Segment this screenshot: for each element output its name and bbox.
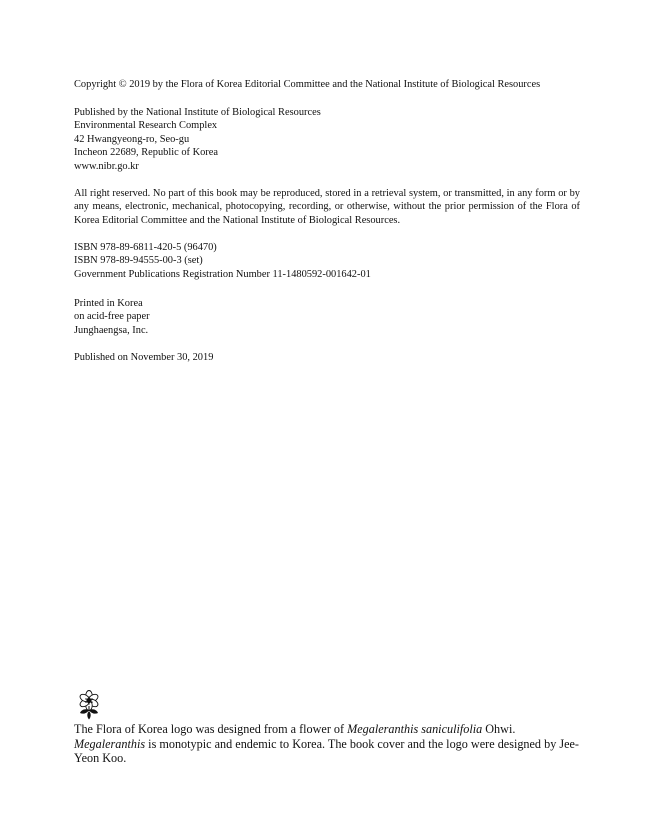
publisher-website: www.nibr.go.kr <box>74 160 139 172</box>
printer-line: Junghaengsa, Inc. <box>74 324 149 336</box>
logo-note-text: is monotypic and endemic to Korea. The book cover and the logo were designed by Jee-Yeon Koo. <box>74 736 579 766</box>
copyright-line: Copyright © 2019 by the Flora of Korea Editorial Committee and the National Institute of Biological Resources <box>74 79 541 90</box>
printed-in-line: Printed in Korea <box>74 298 143 309</box>
publication-date-block <box>74 351 580 364</box>
genus-name: Megaleranthis <box>74 736 146 751</box>
publisher-block <box>74 106 580 173</box>
registration-number-line: Government Publications Registration Number 11-1480592-001642-01 <box>74 268 371 280</box>
logo-description <box>74 722 579 766</box>
flower-logo-icon <box>74 689 104 721</box>
printing-block <box>74 297 580 337</box>
rights-text: All right reserved. No part of this book may be reproduced, stored in a retrieval system, or transmitted, in any form or by any means, electronic, mechanical, photocopying, recording, or otherwise, without the prior permission of the Flora of Korea Editorial Committee and the National Institute of Biological Resources. <box>74 188 580 226</box>
publisher-address-line: Environmental Research Complex <box>74 120 218 132</box>
publisher-address-line: 42 Hwangyeong-ro, Seo-gu <box>74 133 190 145</box>
paper-line: on acid-free paper <box>74 311 150 323</box>
copyright-notice <box>74 78 580 91</box>
publication-date: Published on November 30, 2019 <box>74 352 214 363</box>
isbn-set-line: ISBN 978-89-94555-00-3 (set) <box>74 255 203 267</box>
logo-note-text: The Flora of Korea logo was designed from a flower of <box>74 722 348 736</box>
rights-notice <box>74 187 580 227</box>
species-name: Megaleranthis saniculifolia <box>347 722 483 736</box>
publisher-line: Published by the National Institute of Biological Resources <box>74 107 321 118</box>
logo-note-text: Ohwi. <box>482 722 516 736</box>
isbn-line: ISBN 978-89-6811-420-5 (96470) <box>74 242 217 253</box>
publisher-address-line: Incheon 22689, Republic of Korea <box>74 147 218 159</box>
isbn-block <box>74 241 580 281</box>
